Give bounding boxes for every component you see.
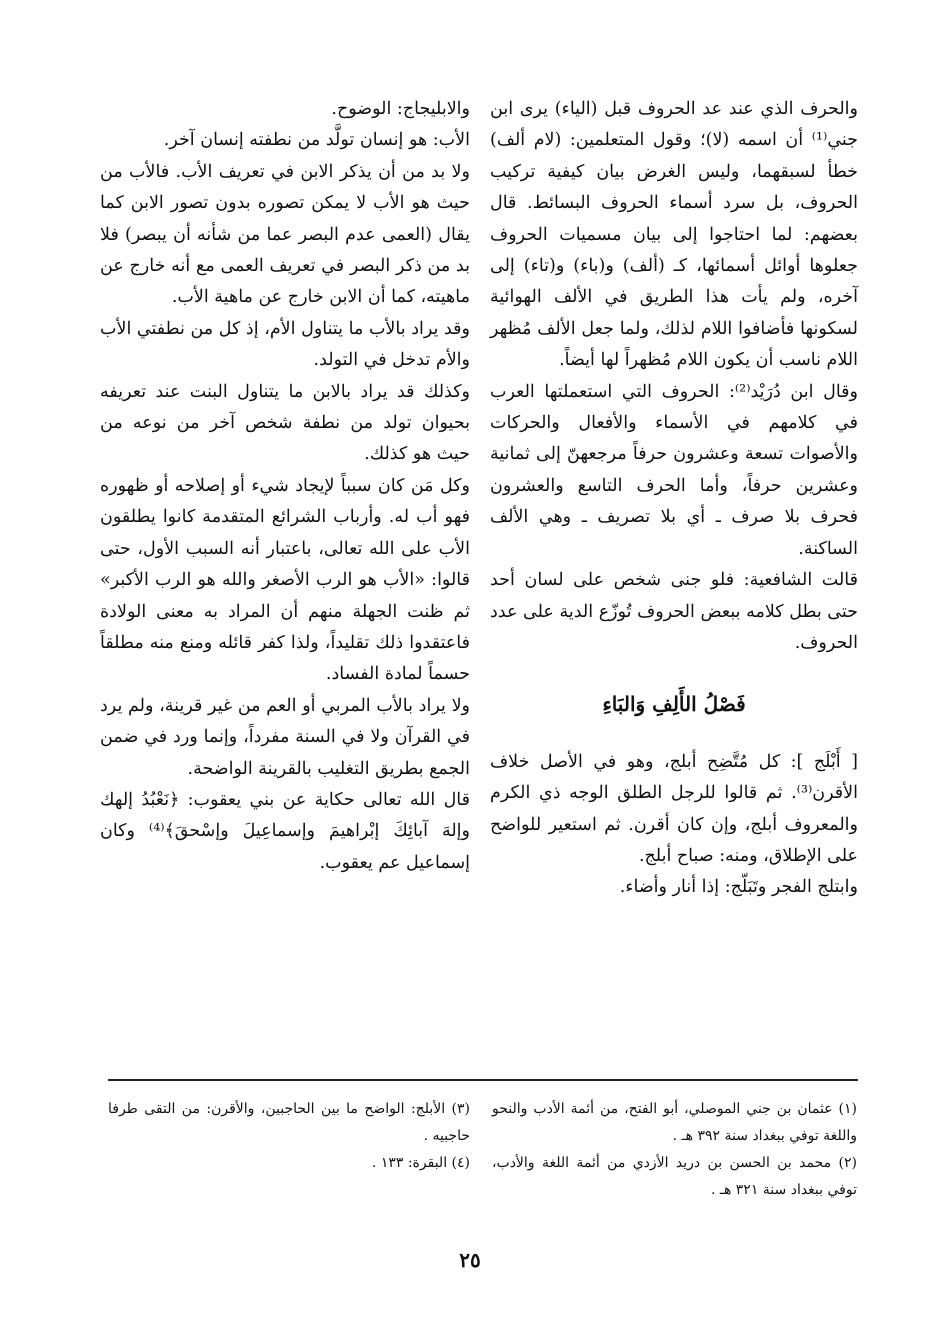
footnotes-left [108, 1096, 470, 1177]
footnote-divider [108, 1079, 858, 1081]
paragraph: قال الله تعالى حكاية عن بني يعقوب: ﴿نَعْبُدُ إلهك وإلهَ آبائِكَ إبْراهيمَ وإسماعِيلَ وإسْحقَ﴾⁽⁴⁾ وكان إسماعيل عم يعقوب. [100, 789, 470, 873]
paragraph: وكذلك قد يراد بالابن ما يتناول البنت عند تعريفه بحيوان تولد من نطفة شخص آخر من نوعه من حيث هو كذلك. [100, 381, 470, 465]
footnote: (٣) الأبلج: الواضح ما بين الحاجبين، والأقرن: من التقى طرفا حاجبيه . [108, 1101, 470, 1144]
section-heading: فَصْلُ الأَلِفِ وَالبَاءِ [602, 692, 746, 717]
right-text-column [490, 94, 858, 904]
paragraph: وقال ابن دُرَيْد⁽²⁾: الحروف التي استعملتها العرب في كلامهم في الأسماء والأفعال والحركات والأصوات تسعة وعشرون حرفاً مرجعهنّ إلى ثمانية وعشرين حرفاً، وأما الحرف التاسع والعشرون فحرف بلا صرف ـ أي بلا تصريف ـ وهي الألف الساكنة. [490, 381, 858, 559]
paragraph: وابتلج الفجر وتَبَلّج: إذا أنار وأضاء. [619, 877, 858, 898]
paragraph: قالت الشافعية: فلو جنى شخص على لسان أحد حتى بطل كلامه ببعض الحروف تُوزّع الدية على عدد الحروف. [490, 570, 858, 653]
left-text-column [100, 94, 470, 879]
paragraph: وقد يراد بالأب ما يتناول الأم، إذ كل من نطفتي الأب والأم تدخل في التولد. [100, 318, 470, 371]
footnote: (٤) البقرة: ١٣٣ . [371, 1155, 470, 1171]
footnote: (١) عثمان بن جني الموصلي، أبو الفتح، من أئمة الأدب والنحو واللغة توفي ببغداد سنة ٣٩٢ هـ . [492, 1101, 857, 1144]
paragraph: والحرف الذي عند عد الحروف قبل (الياء) يرى ابن جني⁽¹⁾ أن اسمه (لا)؛ وقول المتعلمين: (لام ألف) خطأ لسبقهما، وليس الغرض بيان كيفية تركيب الحروف، بل سرد أسماء الحروف البسائط. قال بعضهم: لما احتاجوا إلى بيان مسميات الحروف جعلوها أوائل أسمائها، كـ (ألف) و(باء) و(تاء) إلى آخره، ولم يأت هذا الطريق في الألف الهوائية لسكونها فأضافوا اللام لذلك، ولما جعل الألف مُظهر اللام ناسب أن يكون اللام مُظهراً لها أيضاً. [490, 99, 858, 371]
page-number: ٢٥ [459, 1248, 481, 1272]
paragraph: وكل مَن كان سبباً لإيجاد شيء أو إصلاحه أو ظهوره فهو أب له. وأرباب الشرائع المتقدمة كانوا يطلقون الأب على الله تعالى، باعتبار أنه السبب الأول، حتى قالوا: «الأب هو الرب الأصغر والله هو الرب الأكبر» ثم ظنت الجهلة منهم أن المراد به معنى الولادة فاعتقدوا ذلك تقليداً، ولذا كفر قائله ومنع منه مطلقاً حسماً لمادة الفساد. [100, 475, 470, 685]
footnotes-right [492, 1096, 857, 1204]
footnote: (٢) محمد بن الحسن بن دريد الأزدي من أئمة اللغة والأدب، توفي ببغداد سنة ٣٢١ هـ . [492, 1155, 857, 1198]
paragraph: ولا بد من أن يذكر الابن في تعريف الأب. فالأب من حيث هو الأب لا يمكن تصوره بدون تصور الابن كما يقال (العمى عدم البصر عما من شأنه أن يبصر) فلا بد من ذكر البصر في تعريف العمى مع أنه خارج عن ماهيته، كما أن الابن خارج عن ماهية الأب. [100, 161, 470, 308]
paragraph: [ أَبْلَج ]: كل مُتَّضِح أبلج، وهو في الأصل خلاف الأقرن⁽³⁾. ثم قالوا للرجل الطلق الوجه ذي الكرم والمعروف أبلج، وإن كان أقرن. ثم استعير للواضح على الإطلاق، ومنه: صباح أبلج. [490, 751, 858, 866]
paragraph: والابليجاج: الوضوح. [331, 99, 470, 119]
paragraph: الأب: هو إنسان تولَّد من نطفته إنسان آخر. [163, 130, 470, 151]
paragraph: ولا يراد بالأب المربي أو العم من غير قرينة، ولم يرد في القرآن ولا في السنة مفرداً، وإنما ورد في ضمن الجمع بطريق التغليب بالقرينة الواضحة. [100, 695, 470, 779]
